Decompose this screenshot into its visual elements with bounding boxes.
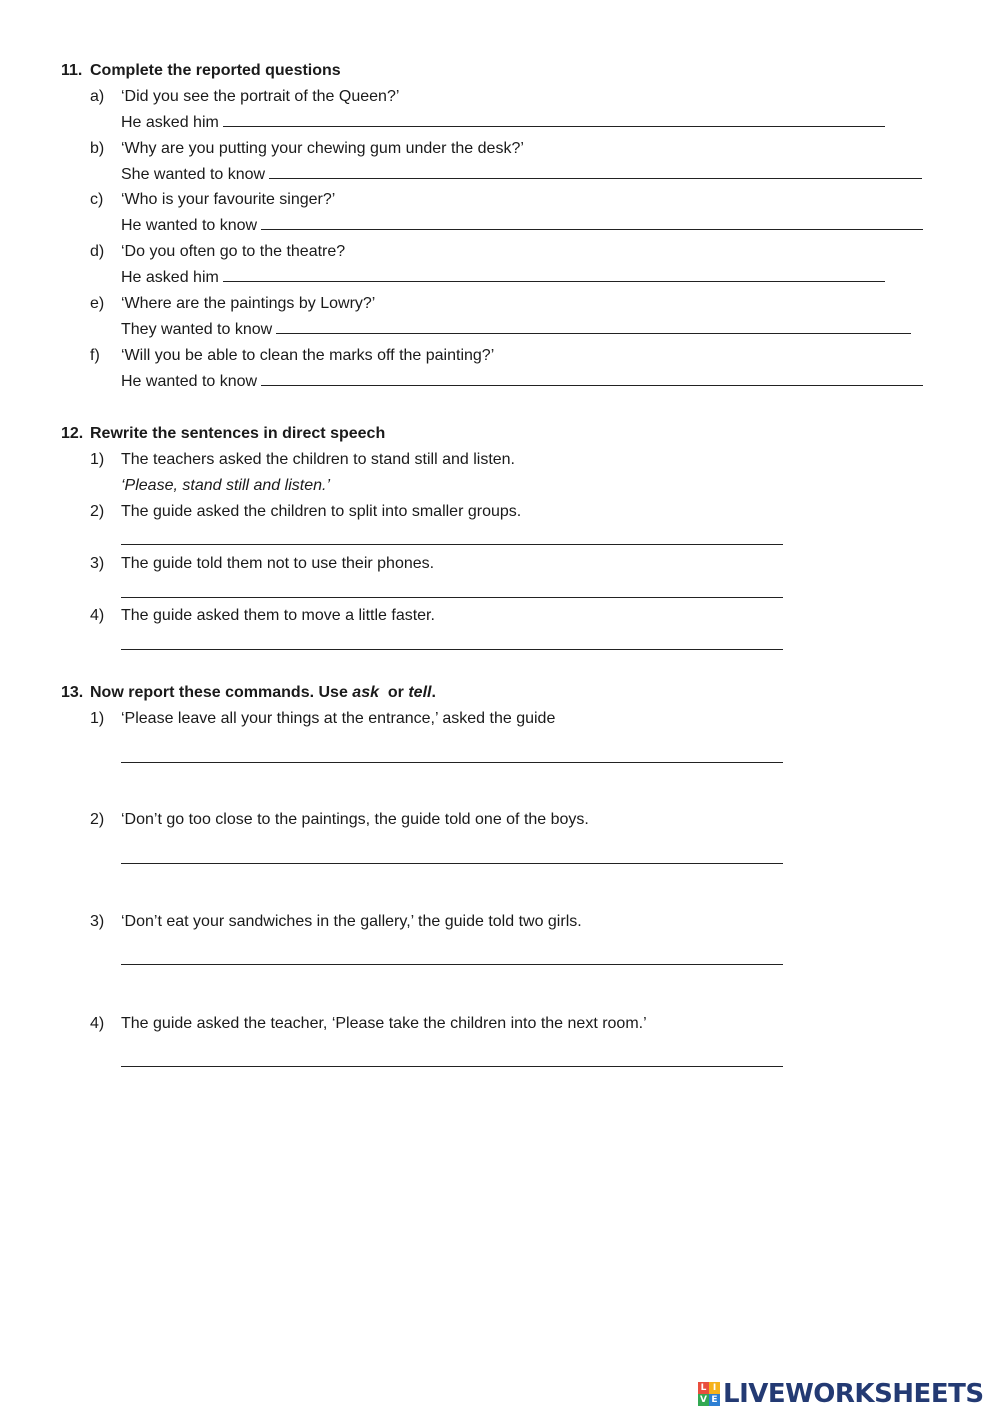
answer-row: He wanted to know [121,216,923,236]
item-label: a) [90,88,105,105]
question-quote: ‘Who is your favourite singer?’ [121,191,336,208]
sentence: The guide asked the children to split into smaller groups. [121,503,522,520]
question-quote: ‘Do you often go to the theatre? [121,243,346,260]
answer-blank[interactable] [223,269,885,282]
word-ask: ask [352,684,379,701]
sentence: The guide asked them to move a little faster. [121,607,435,624]
answer-line[interactable] [121,863,783,864]
answer-line[interactable] [121,597,783,598]
answer-line[interactable] [121,964,783,965]
answer-row: They wanted to know [121,320,911,340]
item-label: 4) [90,1015,105,1032]
answer-blank[interactable] [261,373,923,386]
answer-row: He asked him [121,113,885,133]
answer-line[interactable] [121,762,783,763]
section-12-heading: 12. Rewrite the sentences in direct speech [61,425,386,442]
answer-blank[interactable] [276,321,911,334]
item-label: b) [90,140,105,157]
section-11-heading: 11. Complete the reported questions [61,62,341,79]
question-quote: ‘Why are you putting your chewing gum under the desk?’ [121,140,524,157]
item-label: e) [90,295,105,312]
logo-text: LIVEWORKSHEETS [723,1379,984,1409]
command-sentence: ‘Don’t eat your sandwiches in the gallery,’ the guide told two girls. [121,913,582,930]
item-label: 2) [90,811,105,828]
item-label: 1) [90,451,105,468]
answer-row: He asked him [121,268,885,288]
logo-icon: L I V E [698,1382,720,1406]
question-quote: ‘Will you be able to clean the marks off the painting?’ [121,347,495,364]
answer-blank[interactable] [223,114,885,127]
item-label: 2) [90,503,105,520]
answer-line[interactable] [121,649,783,650]
question-quote: ‘Where are the paintings by Lowry?’ [121,295,376,312]
sentence: The guide told them not to use their phones. [121,555,435,572]
liveworksheets-logo [698,1379,984,1409]
section-13-heading: 13. Now report these commands. Use ask or tell. [61,684,436,701]
answer-line[interactable] [121,544,783,545]
item-label: 1) [90,710,105,727]
item-label: f) [90,347,100,364]
item-label: d) [90,243,105,260]
answer-row: He wanted to know [121,372,923,392]
question-quote: ‘Did you see the portrait of the Queen?’ [121,88,400,105]
answer-blank[interactable] [269,166,922,179]
word-tell: tell [408,684,432,701]
answer-blank[interactable] [261,217,923,230]
item-label: 3) [90,913,105,930]
item-label: 4) [90,607,105,624]
answer-line[interactable] [121,1066,783,1067]
command-sentence: ‘Please leave all your things at the entrance,’ asked the guide [121,710,556,727]
command-sentence: The guide asked the teacher, ‘Please take the children into the next room.’ [121,1015,647,1032]
command-sentence: ‘Don’t go too close to the paintings, the guide told one of the boys. [121,811,589,828]
example-answer: ‘Please, stand still and listen.’ [121,477,330,494]
item-label: c) [90,191,104,208]
item-label: 3) [90,555,105,572]
sentence: The teachers asked the children to stand still and listen. [121,451,515,468]
answer-row: She wanted to know [121,165,922,185]
